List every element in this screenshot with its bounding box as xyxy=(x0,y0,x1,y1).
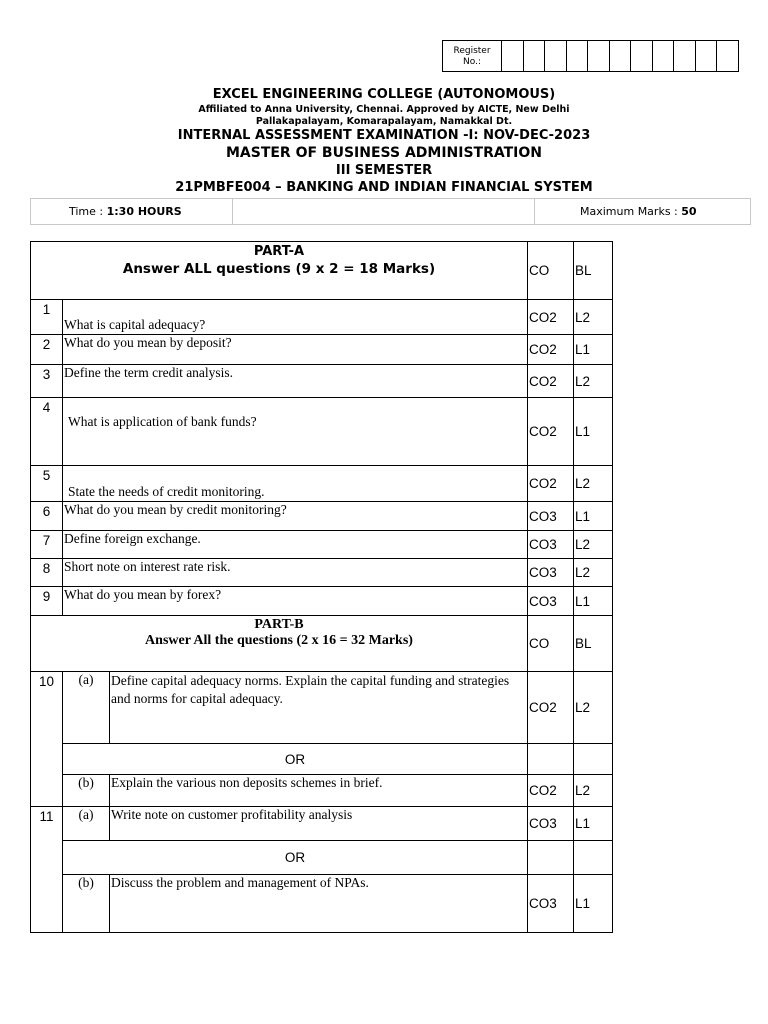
register-digit-box[interactable] xyxy=(717,41,738,71)
blooms-level: L1 xyxy=(574,875,613,933)
part-a-header-row xyxy=(31,242,613,300)
course-outcome: CO3 xyxy=(528,559,574,587)
register-number-label xyxy=(443,41,502,71)
register-digit-box[interactable] xyxy=(696,41,718,71)
empty-cell xyxy=(574,744,613,775)
question-text: What is application of bank funds? xyxy=(68,414,257,429)
course-outcome: CO2 xyxy=(528,672,574,744)
part-a-instruction: Answer ALL questions (9 x 2 = 18 Marks) xyxy=(122,261,436,277)
max-marks-value: 50 xyxy=(681,205,697,218)
question-text: What do you mean by forex? xyxy=(63,587,528,616)
question-number: 9 xyxy=(31,587,63,616)
sub-question-label: (b) xyxy=(63,875,110,933)
table-row xyxy=(31,875,613,933)
register-digit-box[interactable] xyxy=(502,41,524,71)
college-name: EXCEL ENGINEERING COLLEGE (AUTONOMOUS) xyxy=(212,87,556,102)
question-number: 1 xyxy=(31,300,63,335)
bl-column-header: BL xyxy=(574,242,613,300)
time-label: Time : xyxy=(69,205,107,218)
table-row xyxy=(31,559,613,587)
exam-title: INTERNAL ASSESSMENT EXAMINATION -I: NOV-DEC-2023 xyxy=(177,128,591,143)
question-number: 4 xyxy=(31,398,63,466)
blooms-level: L2 xyxy=(574,775,613,807)
course-outcome: CO2 xyxy=(528,335,574,365)
or-separator: OR xyxy=(63,744,528,775)
question-text: Explain the various non deposits schemes in brief. xyxy=(110,775,528,807)
max-marks-label: Maximum Marks : xyxy=(580,205,682,218)
bl-column-header: BL xyxy=(574,616,613,672)
register-digit-box[interactable] xyxy=(674,41,696,71)
question-text: State the needs of credit monitoring. xyxy=(63,466,528,502)
question-number: 6 xyxy=(31,502,63,531)
blooms-level: L1 xyxy=(574,502,613,531)
question-text-cell xyxy=(110,672,528,744)
table-row xyxy=(31,587,613,616)
or-separator: OR xyxy=(63,841,528,875)
subject-title: 21PMBFE004 – BANKING AND INDIAN FINANCIAL SYSTEM xyxy=(175,180,593,195)
question-text: Define foreign exchange. xyxy=(63,531,528,559)
part-b-heading xyxy=(31,616,528,672)
max-marks-field xyxy=(580,205,697,218)
course-outcome: CO3 xyxy=(528,875,574,933)
table-row xyxy=(31,466,613,502)
time-marks-bar xyxy=(30,198,751,225)
question-number: 8 xyxy=(31,559,63,587)
register-digit-box[interactable] xyxy=(567,41,589,71)
blooms-level: L2 xyxy=(574,300,613,335)
question-number: 10 xyxy=(31,672,63,807)
part-b-title: PART-B xyxy=(254,617,304,632)
empty-cell xyxy=(528,744,574,775)
table-row xyxy=(31,335,613,365)
empty-cell xyxy=(574,841,613,875)
question-number: 3 xyxy=(31,365,63,398)
course-outcome: CO2 xyxy=(528,775,574,807)
table-row xyxy=(31,365,613,398)
table-row xyxy=(31,531,613,559)
semester-title: III SEMESTER xyxy=(335,163,433,178)
course-outcome: CO3 xyxy=(528,807,574,841)
register-digit-box[interactable] xyxy=(588,41,610,71)
register-digit-box[interactable] xyxy=(610,41,632,71)
programme-title: MASTER OF BUSINESS ADMINISTRATION xyxy=(225,145,543,161)
register-digit-box[interactable] xyxy=(653,41,675,71)
table-row xyxy=(31,775,613,807)
question-number: 7 xyxy=(31,531,63,559)
question-text: What is capital adequacy? xyxy=(63,300,528,335)
question-number: 2 xyxy=(31,335,63,365)
blooms-level: L2 xyxy=(574,672,613,744)
question-text: Define capital adequacy norms. Explain the capital funding and strategies and norms for capital adequacy. xyxy=(111,673,510,706)
time-value: 1:30 HOURS xyxy=(106,205,182,218)
sub-question-label: (a) xyxy=(63,672,110,744)
register-number-box xyxy=(442,40,739,72)
course-outcome: CO3 xyxy=(528,502,574,531)
course-outcome: CO2 xyxy=(528,466,574,502)
course-outcome: CO2 xyxy=(528,398,574,466)
affiliation-line-2: Pallakapalayam, Komarapalayam, Namakkal Dt. xyxy=(255,116,513,127)
question-table xyxy=(30,241,613,933)
blooms-level: L2 xyxy=(574,365,613,398)
blooms-level: L1 xyxy=(574,807,613,841)
blooms-level: L1 xyxy=(574,398,613,466)
course-outcome: CO2 xyxy=(528,300,574,335)
blooms-level: L1 xyxy=(574,587,613,616)
table-row xyxy=(31,300,613,335)
affiliation-line-1: Affiliated to Anna University, Chennai. Approved by AICTE, New Delhi xyxy=(198,104,570,115)
course-outcome: CO2 xyxy=(528,365,574,398)
course-outcome: CO3 xyxy=(528,531,574,559)
register-digit-box[interactable] xyxy=(631,41,653,71)
register-digit-box[interactable] xyxy=(545,41,567,71)
blooms-level: L2 xyxy=(574,531,613,559)
table-row xyxy=(31,807,613,841)
question-text: What do you mean by deposit? xyxy=(63,335,528,365)
register-label-line2: No.: xyxy=(463,56,481,67)
blooms-level: L2 xyxy=(574,559,613,587)
register-label-line1: Register xyxy=(453,45,491,56)
part-b-instruction: Answer All the questions (2 x 16 = 32 Marks) xyxy=(145,633,413,648)
register-digit-box[interactable] xyxy=(524,41,546,71)
part-a-heading xyxy=(31,242,528,300)
question-text-cell xyxy=(63,398,528,466)
co-column-header: CO xyxy=(528,616,574,672)
empty-cell xyxy=(528,841,574,875)
part-a-title: PART-A xyxy=(253,244,305,259)
table-row xyxy=(31,672,613,744)
or-row xyxy=(31,841,613,875)
co-column-header: CO xyxy=(528,242,574,300)
time-field xyxy=(69,205,182,218)
part-b-header-row xyxy=(31,616,613,672)
blooms-level: L2 xyxy=(574,466,613,502)
question-text: Write note on customer profitability analysis xyxy=(110,807,528,841)
question-text: Discuss the problem and management of NPAs. xyxy=(110,875,528,933)
question-number: 11 xyxy=(31,807,63,933)
or-row xyxy=(31,744,613,775)
course-outcome: CO3 xyxy=(528,587,574,616)
question-number: 5 xyxy=(31,466,63,502)
question-text: Short note on interest rate risk. xyxy=(63,559,528,587)
blooms-level: L1 xyxy=(574,335,613,365)
sub-question-label: (a) xyxy=(63,807,110,841)
table-row xyxy=(31,398,613,466)
sub-question-label: (b) xyxy=(63,775,110,807)
question-text: Define the term credit analysis. xyxy=(63,365,528,398)
table-row xyxy=(31,502,613,531)
question-text: What do you mean by credit monitoring? xyxy=(63,502,528,531)
